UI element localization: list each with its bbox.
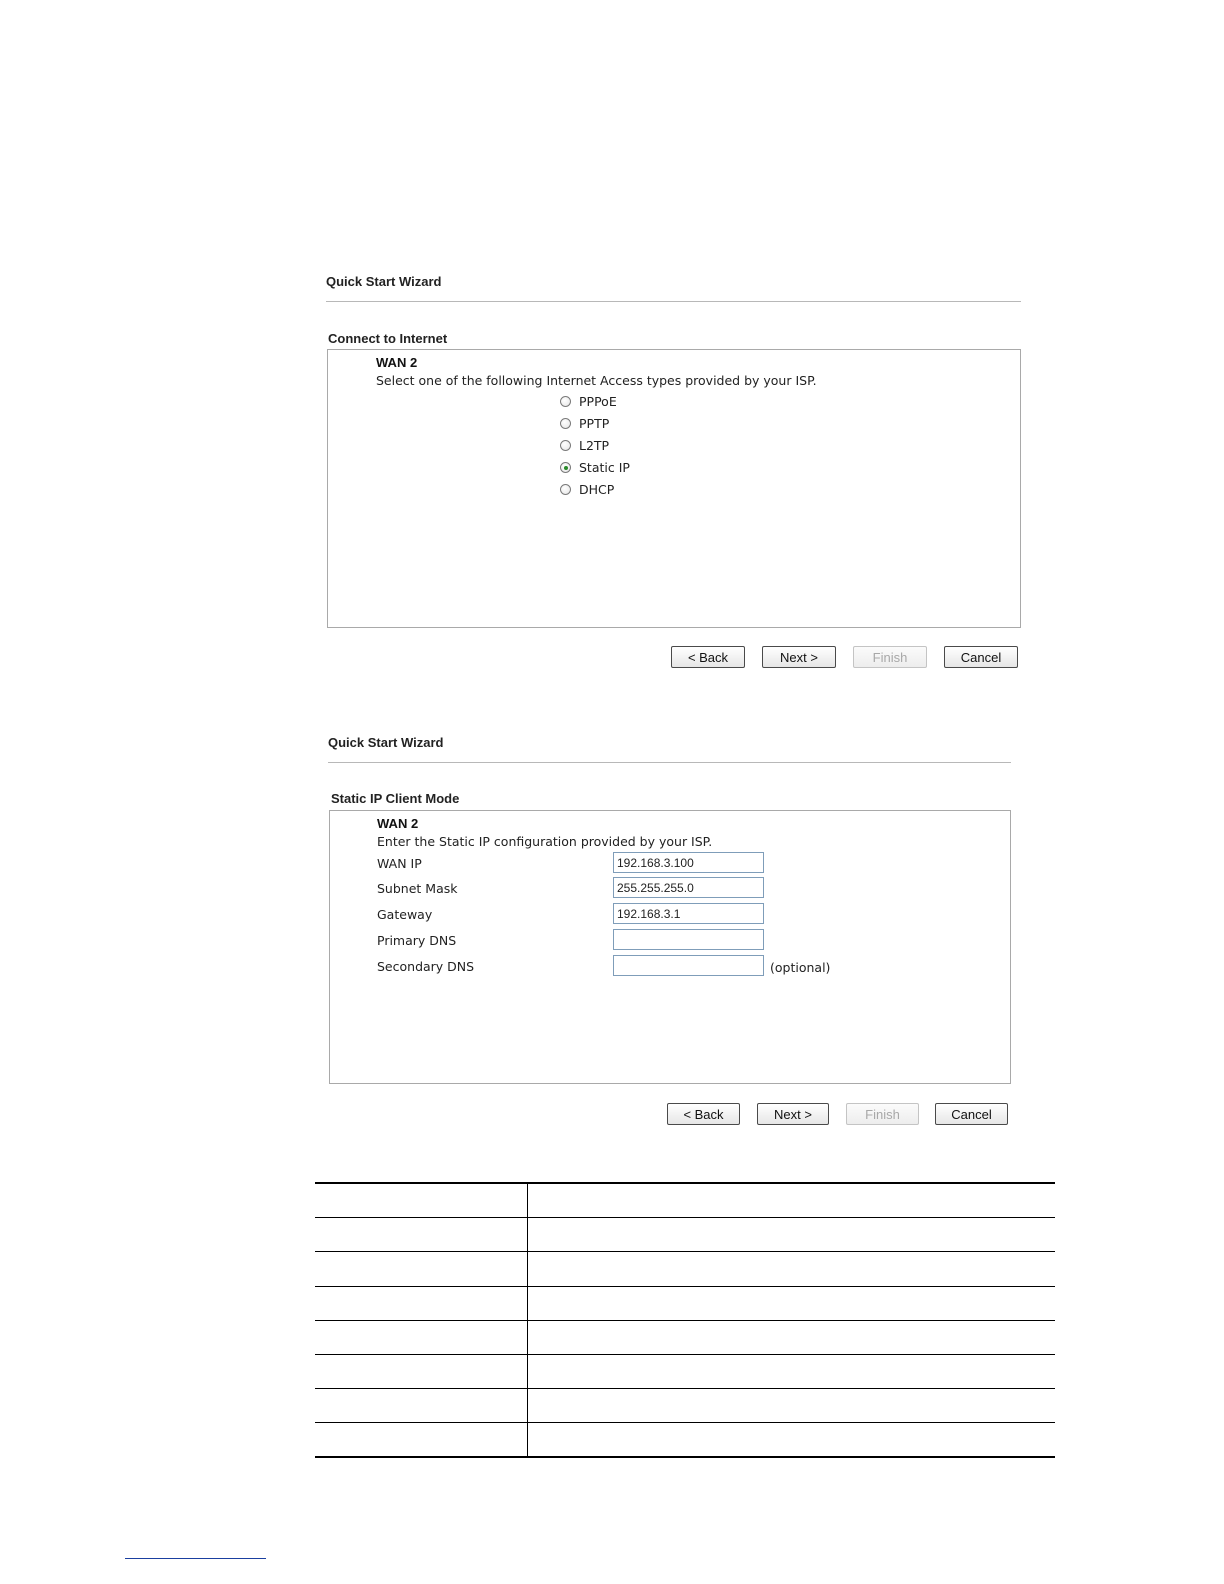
radio-option-pptp[interactable] — [560, 416, 609, 431]
table-row-divider — [315, 1251, 1055, 1252]
subnet-mask-label: Subnet Mask — [377, 881, 458, 896]
wizard2-next-button[interactable]: Next > — [757, 1103, 829, 1125]
radio-label: PPTP — [579, 416, 610, 431]
table-row-divider — [315, 1422, 1055, 1423]
wizard1-back-button[interactable]: < Back — [671, 646, 745, 668]
wizard1-title: Quick Start Wizard — [326, 274, 442, 289]
optional-note: (optional) — [770, 960, 831, 975]
table-row-divider — [315, 1217, 1055, 1218]
radio-button[interactable] — [560, 484, 571, 495]
wizard2-instruction: Enter the Static IP configuration provided by your ISP. — [377, 834, 713, 849]
wizard2-finish-button[interactable]: Finish — [846, 1103, 919, 1125]
radio-label: Static IP — [579, 460, 630, 475]
subnet-mask-input[interactable]: 255.255.255.0 — [613, 877, 764, 898]
radio-option-dhcp[interactable] — [560, 482, 614, 497]
wizard1-finish-button[interactable]: Finish — [853, 646, 927, 668]
radio-option-static-ip[interactable] — [560, 460, 630, 475]
radio-option-pppoe[interactable] — [560, 394, 617, 409]
wizard2-divider — [328, 762, 1011, 763]
wizard2-section-label: Static IP Client Mode — [331, 791, 460, 806]
table-row-divider — [315, 1320, 1055, 1321]
gateway-input[interactable]: 192.168.3.1 — [613, 903, 764, 924]
primary-dns-input[interactable] — [613, 929, 764, 950]
radio-label: L2TP — [579, 438, 610, 453]
wizard2-cancel-button[interactable]: Cancel — [935, 1103, 1008, 1125]
wizard1-instruction: Select one of the following Internet Access types provided by your ISP. — [376, 373, 817, 388]
table-row-divider — [315, 1286, 1055, 1287]
wan-ip-label: WAN IP — [377, 856, 422, 871]
radio-label: PPPoE — [579, 394, 617, 409]
table-top-border — [315, 1182, 1055, 1184]
gateway-label: Gateway — [377, 907, 433, 922]
wizard1-section-label: Connect to Internet — [328, 331, 448, 346]
radio-label: DHCP — [579, 482, 615, 497]
secondary-dns-input[interactable] — [613, 955, 764, 976]
footnote-separator — [125, 1558, 266, 1559]
radio-button[interactable] — [560, 440, 571, 451]
radio-button[interactable] — [560, 418, 571, 429]
radio-button-selected[interactable] — [560, 462, 571, 473]
wizard1-next-button[interactable]: Next > — [762, 646, 836, 668]
wizard1-panel — [327, 349, 1021, 628]
wizard2-title: Quick Start Wizard — [328, 735, 444, 750]
wizard1-wan-label: WAN 2 — [376, 355, 418, 370]
table-bottom-border — [315, 1456, 1055, 1458]
wizard1-cancel-button[interactable]: Cancel — [944, 646, 1018, 668]
secondary-dns-label: Secondary DNS — [377, 959, 475, 974]
wizard1-divider — [326, 301, 1021, 302]
radio-option-l2tp[interactable] — [560, 438, 609, 453]
table-row-divider — [315, 1354, 1055, 1355]
wizard2-panel — [329, 810, 1011, 1084]
wizard2-wan-label: WAN 2 — [377, 816, 419, 831]
wizard2-back-button[interactable]: < Back — [667, 1103, 740, 1125]
primary-dns-label: Primary DNS — [377, 933, 457, 948]
table-column-divider — [527, 1183, 528, 1458]
wan-ip-input[interactable]: 192.168.3.100 — [613, 852, 764, 873]
table-row-divider — [315, 1388, 1055, 1389]
radio-button[interactable] — [560, 396, 571, 407]
